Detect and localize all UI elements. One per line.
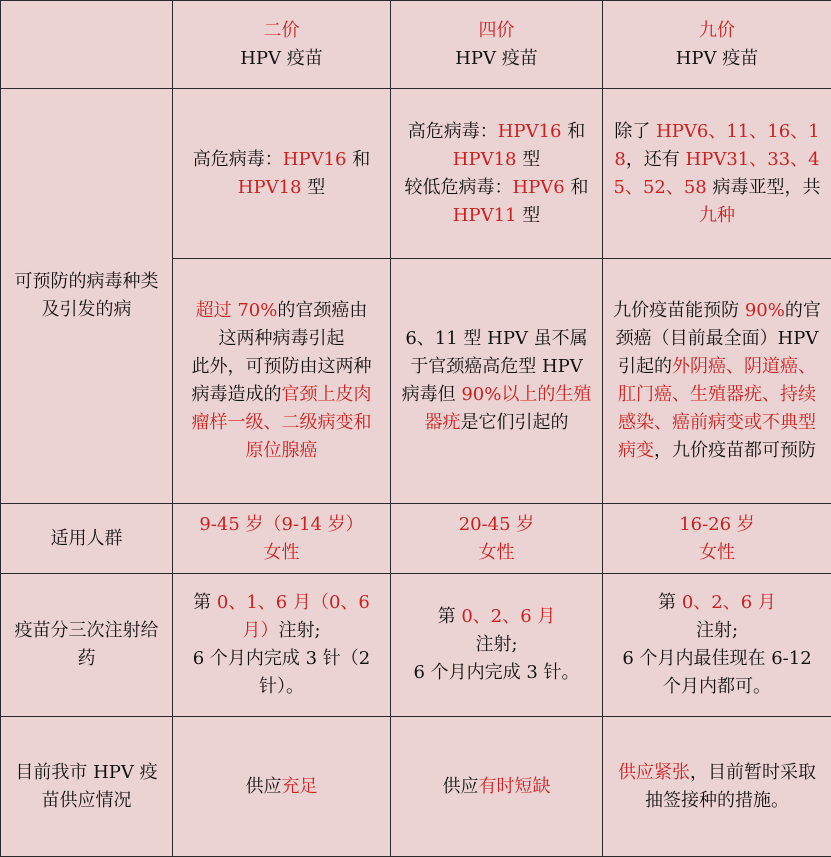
supply-row xyxy=(1,717,831,857)
diseases-bivalent xyxy=(173,259,391,504)
text: 型 xyxy=(307,177,325,198)
header-bivalent xyxy=(173,1,391,89)
text: 第 xyxy=(193,592,211,613)
gender: 女性 xyxy=(264,542,300,563)
highlight: 0、1、6 月（0、6 月） xyxy=(217,592,370,641)
row-label-text: 适用人群 xyxy=(51,528,123,549)
text: 除了 xyxy=(614,121,650,142)
text: 较低危病毒： xyxy=(405,177,513,198)
highlight: 官颈上皮肉瘤样一级、二级病变和原位腺癌 xyxy=(192,384,372,461)
highlight: 90% xyxy=(745,300,785,321)
highlight: 外阴癌、阴道癌、肛门癌、生殖器疣、持续感染、癌前病变或不典型病变 xyxy=(618,356,816,461)
header-price-label: 二价 xyxy=(179,17,384,45)
highlight: 0、2、6 月 xyxy=(461,606,555,627)
supply-bivalent xyxy=(173,717,391,857)
header-price-label: 九价 xyxy=(609,17,825,45)
highlight: HPV16 xyxy=(283,149,347,170)
highlight: HPV11 xyxy=(453,205,517,226)
text: 高危病毒： xyxy=(193,149,283,170)
text: 此外，可预防由这两种病毒造成的 xyxy=(192,356,372,405)
schedule-bivalent xyxy=(173,574,391,717)
header-vaccine-label: HPV 疫苗 xyxy=(609,45,825,73)
virus-types-bivalent xyxy=(173,89,391,259)
row-label-schedule xyxy=(1,574,173,717)
gender: 女性 xyxy=(479,542,515,563)
text: 的官颈癌由这两种病毒引起 xyxy=(219,300,368,349)
highlight: HPV6、11、16、18 xyxy=(614,121,819,170)
highlight: 充足 xyxy=(282,776,318,797)
header-vaccine-label: HPV 疫苗 xyxy=(397,45,596,73)
text: 病毒亚型，共 xyxy=(713,177,821,198)
highlight: 九种 xyxy=(699,205,735,226)
text: ，还有 xyxy=(626,149,680,170)
row-label-population xyxy=(1,504,173,574)
row-label-text: 疫苗分三次注射给药 xyxy=(15,620,159,669)
text: 供应 xyxy=(246,776,282,797)
row-label-text: 目前我市 HPV 疫苗供应情况 xyxy=(15,762,157,811)
text: 第 xyxy=(658,592,676,613)
highlight: HPV6 xyxy=(513,177,565,198)
supply-quadrivalent xyxy=(391,717,603,857)
text: ，九价疫苗都可预防 xyxy=(654,440,816,461)
text: 6 个月内完成 3 针。 xyxy=(413,662,579,683)
highlight: 超过 70% xyxy=(196,300,278,321)
highlight: HPV18 xyxy=(453,149,517,170)
text: 和 xyxy=(352,149,370,170)
row-label-prevention xyxy=(1,89,173,504)
schedule-row xyxy=(1,574,831,717)
highlight: HPV16 xyxy=(498,121,562,142)
highlight: 供应紧张 xyxy=(618,762,690,783)
corner-cell xyxy=(1,1,173,89)
gender: 女性 xyxy=(699,542,735,563)
population-quadrivalent xyxy=(391,504,603,574)
header-row xyxy=(1,1,831,89)
highlight: HPV18 xyxy=(238,177,302,198)
highlight: 90%以上的生殖器疣 xyxy=(425,384,592,433)
text: 注射; xyxy=(278,620,320,641)
population-nonavalent xyxy=(603,504,831,574)
text: 的官颈癌（目前最全面）HPV 引起的 xyxy=(616,300,821,377)
highlight: 0、2、6 月 xyxy=(682,592,776,613)
schedule-nonavalent xyxy=(603,574,831,717)
text: 九价疫苗能预防 xyxy=(613,300,739,321)
text: 6 个月内完成 3 针（2 针）。 xyxy=(193,648,371,697)
diseases-quadrivalent xyxy=(391,259,603,504)
text: 6 个月内最佳现在 6-12 个月内都可。 xyxy=(622,648,811,697)
text: 供应 xyxy=(443,776,479,797)
text: 高危病毒： xyxy=(408,121,498,142)
text: 和 xyxy=(567,121,585,142)
header-quadrivalent xyxy=(391,1,603,89)
age-range: 20-45 岁 xyxy=(459,514,535,535)
text: 第 xyxy=(438,606,456,627)
virus-types-row xyxy=(1,89,831,259)
highlight: 有时短缺 xyxy=(479,776,551,797)
text: 注射; xyxy=(475,634,517,655)
header-price-label: 四价 xyxy=(397,17,596,45)
population-row xyxy=(1,504,831,574)
age-range: 16-26 岁 xyxy=(679,514,755,535)
schedule-quadrivalent xyxy=(391,574,603,717)
header-nonavalent xyxy=(603,1,831,89)
row-label-text: 可预防的病毒种类及引发的病 xyxy=(15,271,159,320)
row-label-supply xyxy=(1,717,173,857)
population-bivalent xyxy=(173,504,391,574)
virus-types-nonavalent xyxy=(603,89,831,259)
text: 和 xyxy=(571,177,589,198)
text: 注射; xyxy=(696,620,738,641)
text: 型 xyxy=(522,149,540,170)
virus-types-quadrivalent xyxy=(391,89,603,259)
text: 型 xyxy=(522,205,540,226)
diseases-nonavalent xyxy=(603,259,831,504)
header-vaccine-label: HPV 疫苗 xyxy=(179,45,384,73)
supply-nonavalent xyxy=(603,717,831,857)
highlight: HPV31、33、45、52、58 xyxy=(614,149,820,198)
age-range: 9-45 岁（9-14 岁） xyxy=(199,514,363,535)
text: 6、11 型 HPV 虽不属于官颈癌高危型 HPV 病毒但 xyxy=(402,328,588,405)
text: ，目前暂时采取抽签接种的措施。 xyxy=(645,762,816,811)
text: 是它们引起的 xyxy=(461,412,569,433)
